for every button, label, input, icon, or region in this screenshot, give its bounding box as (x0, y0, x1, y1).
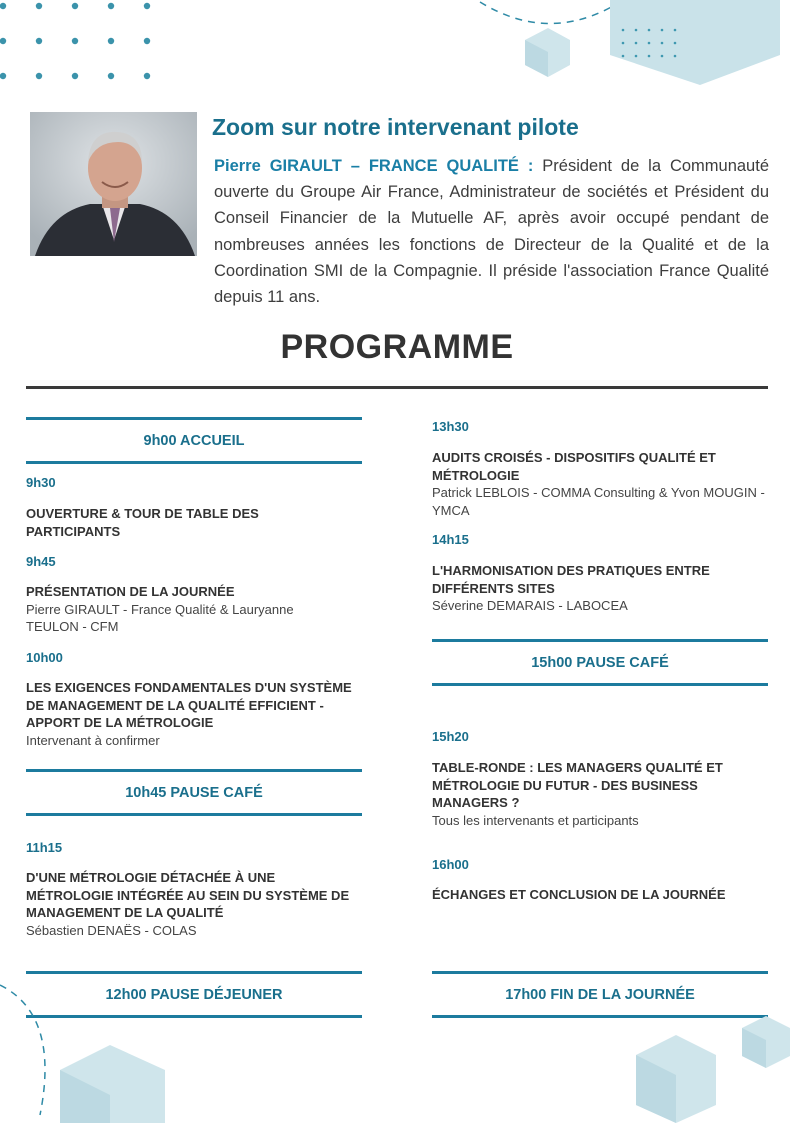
pause-label: 10h45 PAUSE CAFÉ (125, 784, 263, 801)
session-title: OUVERTURE & TOUR DE TABLE DES PARTICIPANTS (26, 506, 259, 539)
session-time: 9h45 (26, 554, 56, 569)
session-title: L'HARMONISATION DES PRATIQUES ENTRE DIFFÉRENTS SITES (432, 563, 710, 596)
pause-cafe-banner (432, 639, 768, 686)
speaker-photo (30, 112, 197, 256)
session-harmonisation (432, 562, 768, 615)
session-time: 14h15 (432, 532, 469, 547)
hexagon-decoration-bottom-left (0, 975, 180, 1123)
session-audits-croises (432, 449, 768, 519)
session-title: ÉCHANGES ET CONCLUSION DE LA JOURNÉE (432, 887, 726, 902)
session-time: 15h20 (432, 729, 469, 744)
programme-title: PROGRAMME (280, 328, 514, 366)
session-title: LES EXIGENCES FONDAMENTALES D'UN SYSTÈME DE MANAGEMENT DE LA QUALITÉ EFFICIENT - APPORT DE LA MÉTROLOGIE (26, 680, 352, 730)
accueil-banner (26, 417, 362, 464)
zoom-title: Zoom sur notre intervenant pilote (212, 114, 579, 140)
session-title: AUDITS CROISÉS - DISPOSITIFS QUALITÉ ET MÉTROLOGIE (432, 450, 716, 483)
session-speakers: Sébastien DENAËS - COLAS (26, 922, 197, 938)
session-speakers: Tous les intervenants et participants (432, 812, 639, 828)
session-time: 16h00 (432, 857, 469, 872)
session-exigences (26, 679, 362, 749)
accueil-label: 9h00 ACCUEIL (143, 432, 245, 449)
pause-label: 12h00 PAUSE DÉJEUNER (105, 986, 283, 1003)
speaker-bio-text: Président de la Communauté ouverte du Groupe Air France, Administrateur de sociétés et Président du Conseil Financier de la Mutuelle AF, après avoir occupé pendant de nombreuses années les fonctions de Directeur de la Qualité et de la Coordination SMI de la Compagnie. Il préside l'association France Qualité depuis 11 ans. (214, 157, 769, 307)
end-label: 17h00 FIN DE LA JOURNÉE (505, 986, 695, 1003)
hexagon-decoration-top (470, 0, 794, 95)
session-presentation (26, 583, 346, 636)
session-ouverture (26, 505, 346, 540)
pause-label: 15h00 PAUSE CAFÉ (531, 654, 669, 671)
session-metrologie-integree (26, 869, 362, 939)
session-speakers: Intervenant à confirmer (26, 732, 160, 748)
session-title: D'UNE MÉTROLOGIE DÉTACHÉE À UNE MÉTROLOGIE INTÉGRÉE AU SEIN DU SYSTÈME DE MANAGEMENT DE LA QUALITÉ (26, 870, 350, 920)
session-conclusion (432, 886, 768, 904)
session-speakers: Séverine DEMARAIS - LABOCEA (432, 598, 628, 613)
session-table-ronde (432, 759, 768, 829)
programme-divider (26, 386, 768, 389)
session-time: 13h30 (432, 419, 469, 434)
hexagon-decoration-bottom-right (620, 1010, 794, 1123)
session-time: 10h00 (26, 650, 63, 665)
pause-cafe-banner (26, 769, 362, 816)
session-time: 11h15 (26, 840, 63, 855)
dot-pattern-decoration (0, 0, 160, 90)
session-time: 9h30 (26, 475, 56, 490)
speaker-name: Pierre GIRAULT – FRANCE QUALITÉ : (214, 157, 534, 175)
speaker-bio (214, 153, 769, 310)
session-speakers: Pierre GIRAULT - France Qualité & Lauryanne TEULON - CFM (26, 601, 294, 634)
session-title: PRÉSENTATION DE LA JOURNÉE (26, 584, 235, 599)
session-speakers: Patrick LEBLOIS - COMMA Consulting & Yvon MOUGIN - YMCA (432, 485, 765, 518)
session-title: TABLE-RONDE : LES MANAGERS QUALITÉ ET MÉTROLOGIE DU FUTUR - DES BUSINESS MANAGERS ? (432, 760, 723, 810)
